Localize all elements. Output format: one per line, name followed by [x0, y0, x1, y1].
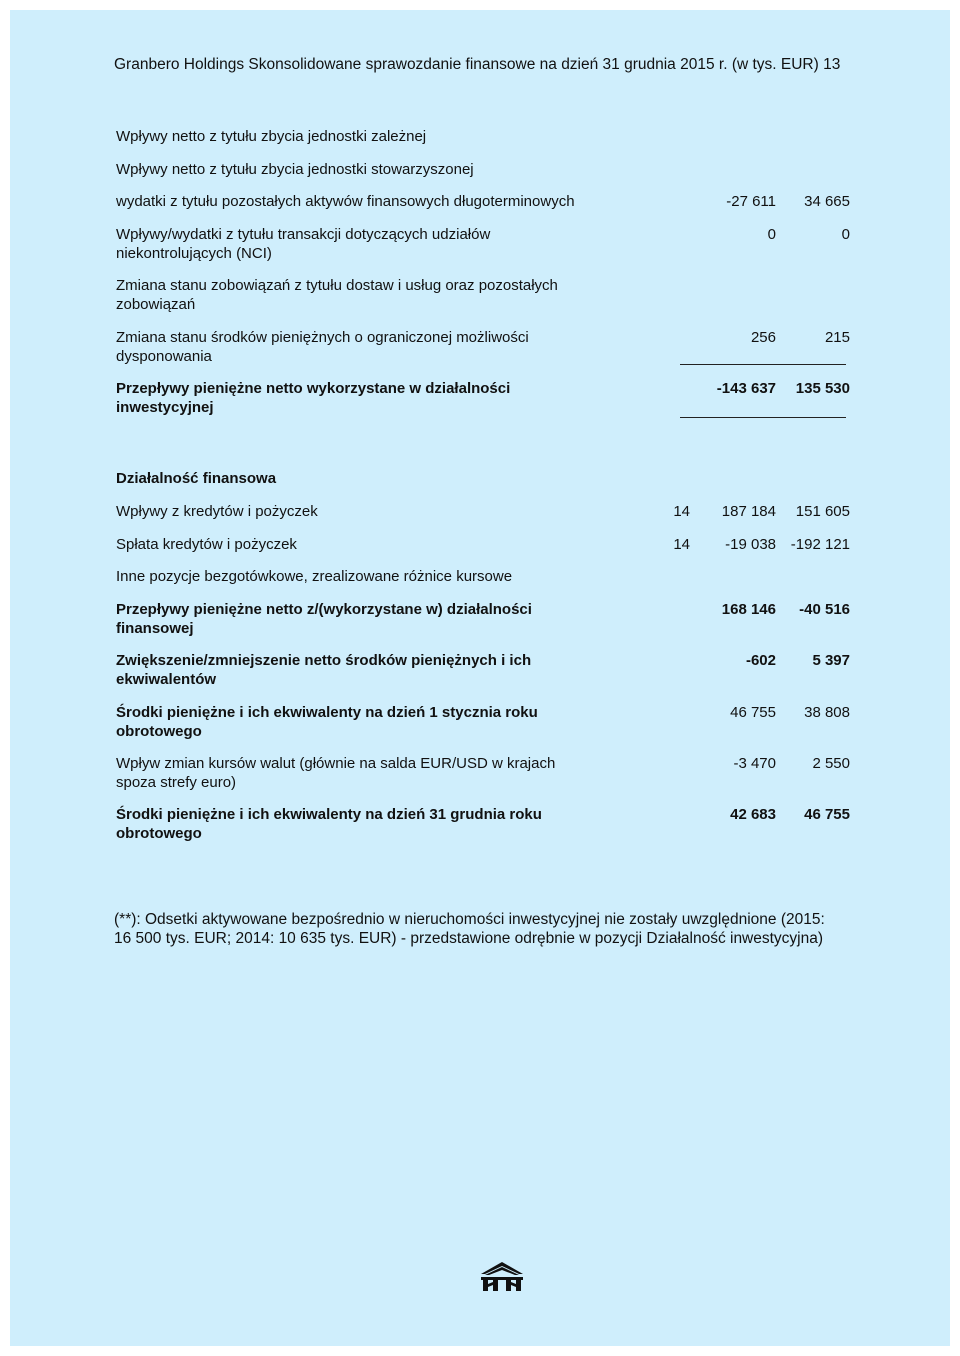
footnote: (**): Odsetki aktywowane bezpośrednio w nieruchomości inwestycyjnej nie zostały uwzględnione (2015: 16 500 tys. EUR; 2014: 10 635 tys. EUR) - przedstawione odrębnie w pozycji Działalność inwestycyjna) [114, 911, 825, 947]
value-2015: 168 146 [721, 601, 776, 618]
row-label: wydatki z tytułu pozostałych aktywów finansowych długoterminowych [116, 193, 575, 210]
value-2014: 215 [824, 329, 850, 346]
value-2014: 5 397 [812, 652, 850, 669]
value-2014: 151 605 [795, 503, 850, 520]
value-2015: -3 470 [733, 755, 776, 772]
value-2015: 256 [750, 329, 776, 346]
value-2014: -40 516 [799, 601, 850, 618]
page-header: Granbero Holdings Skonsolidowane sprawozdanie finansowe na dzień 31 grudnia 2015 r. (w tys. EUR) 13 [114, 56, 841, 73]
row-label: Zmiana stanu środków pieniężnych o ograniczonej możliwości dysponowania [116, 329, 529, 365]
row-label: Przepływy pieniężne netto z/(wykorzystane w) działalności finansowej [116, 601, 532, 637]
note-ref: 14 [673, 503, 690, 520]
row-label: Wpływy z kredytów i pożyczek [116, 503, 318, 520]
row-label: Wpływ zmian kursów walut (głównie na salda EUR/USD w krajach spoza strefy euro) [116, 755, 556, 791]
value-2014: 38 808 [804, 704, 850, 721]
note-ref: 14 [673, 536, 690, 553]
subtotal-rule [680, 364, 846, 365]
value-2015: 0 [767, 226, 776, 243]
value-2015: 46 755 [730, 704, 776, 721]
value-2015: 187 184 [721, 503, 776, 520]
value-2014: 0 [841, 226, 850, 243]
row-label: Wpływy netto z tytułu zbycia jednostki zależnej [116, 128, 427, 145]
row-label: Zwiększenie/zmniejszenie netto środków pieniężnych i ich ekwiwalentów [116, 652, 532, 688]
value-2014: -192 121 [790, 536, 850, 553]
value-2014: 34 665 [804, 193, 850, 210]
total-rule [680, 417, 846, 418]
value-2015: -143 637 [716, 380, 776, 397]
row-label: Przepływy pieniężne netto wykorzystane w działalności inwestycyjnej [116, 380, 511, 416]
row-label: Spłata kredytów i pożyczek [116, 536, 297, 553]
value-2014: 135 530 [795, 380, 850, 397]
financing-heading: Działalność finansowa [116, 470, 277, 487]
row-label: Wpływy netto z tytułu zbycia jednostki stowarzyszonej [116, 161, 474, 178]
row-label: Inne pozycje bezgotówkowe, zrealizowane różnice kursowe [116, 568, 513, 585]
row-label: Wpływy/wydatki z tytułu transakcji dotyczących udziałów niekontrolujących (NCI) [116, 226, 491, 262]
value-2015: -27 611 [726, 193, 776, 210]
row-label: Środki pieniężne i ich ekwiwalenty na dzień 1 stycznia roku obrotowego [116, 704, 538, 740]
value-2014: 46 755 [804, 806, 850, 823]
value-2015: 42 683 [730, 806, 776, 823]
value-2014: 2 550 [812, 755, 850, 772]
document-page [10, 10, 950, 1346]
value-2015: -602 [745, 652, 776, 669]
row-label: Zmiana stanu zobowiązań z tytułu dostaw i usług oraz pozostałych zobowiązań [116, 277, 558, 313]
value-2015: -19 038 [725, 536, 776, 553]
granbero-logo-icon [479, 1260, 525, 1292]
row-label: Środki pieniężne i ich ekwiwalenty na dzień 31 grudnia roku obrotowego [116, 806, 542, 842]
